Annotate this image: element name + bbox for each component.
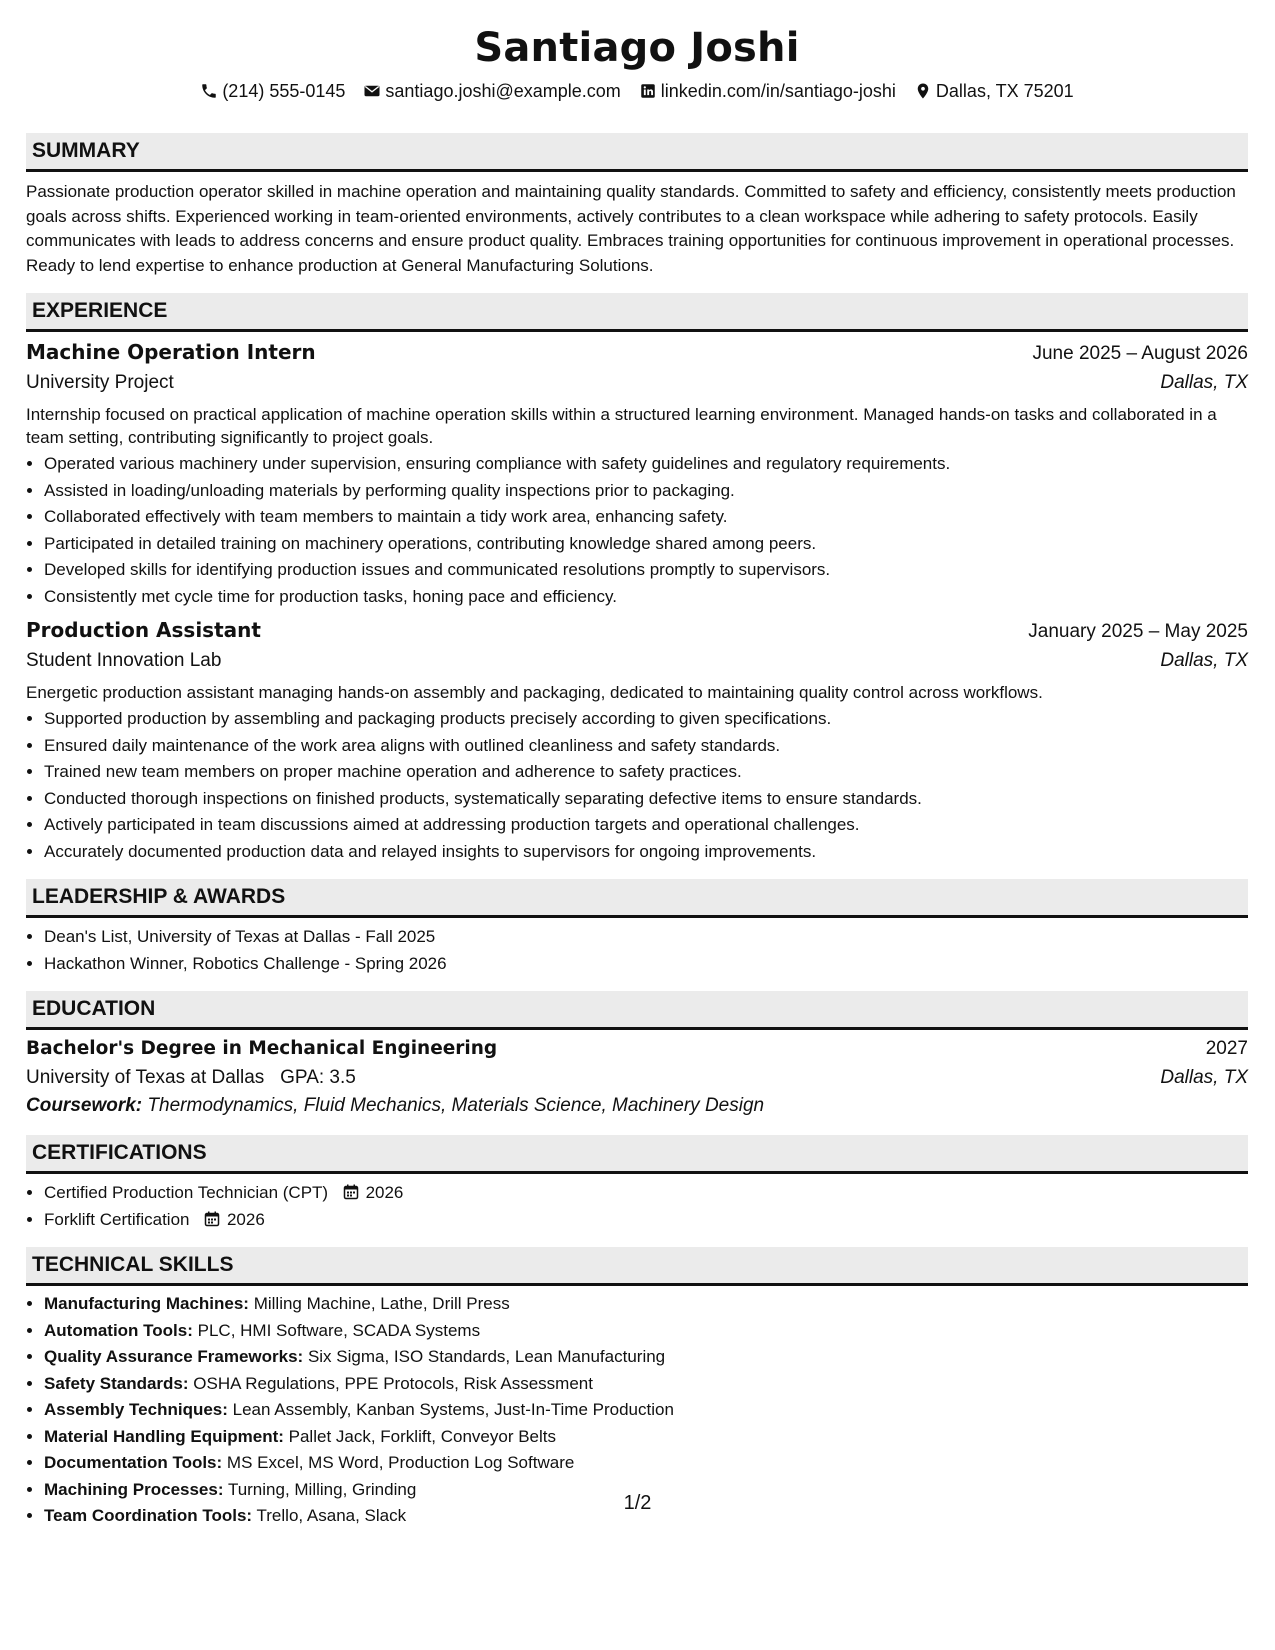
skill-label: Automation Tools:: [44, 1320, 193, 1340]
location-text: Dallas, TX 75201: [935, 81, 1074, 101]
job-description: Energetic production assistant managing hands-on assembly and packaging, dedicated to maintaining quality control across workflows.: [26, 683, 1043, 702]
skill-value: Trello, Asana, Slack: [256, 1506, 407, 1525]
job-bullets: [26, 706, 1248, 865]
phone-text: (214) 555-0145: [222, 81, 346, 101]
section-title-summary: SUMMARY: [26, 133, 1248, 172]
skill-label: Quality Assurance Frameworks:: [44, 1347, 304, 1366]
list-item: • Consistently met cycle time for production tasks, honing pace and efficiency.: [44, 584, 1248, 611]
list-item: [44, 1450, 1248, 1477]
job-title: Machine Operation Intern: [26, 340, 316, 364]
job-dates: June 2025 – August 2026: [1032, 343, 1248, 364]
job-header: [26, 340, 1248, 365]
education-subheader: [26, 1067, 1248, 1089]
school-gpa: [26, 1067, 356, 1089]
skill-value: Lean Assembly, Kanban Systems, Just-In-Time Production: [232, 1400, 674, 1419]
leadership-section: [26, 879, 1248, 977]
contact-bar: [26, 80, 1248, 102]
list-item: • Operated various machinery under supervision, ensuring compliance with safety guidelines and regulatory requirements.: [44, 451, 1248, 478]
contact-phone: [200, 80, 345, 102]
coursework: [26, 1095, 1248, 1117]
envelope-icon: [363, 82, 381, 100]
list-item: [44, 1424, 1248, 1451]
page-number: 1/2: [623, 1492, 652, 1514]
coursework-label: Coursework:: [26, 1095, 143, 1116]
job-header: [26, 618, 1248, 643]
skill-value: Pallet Jack, Forklift, Conveyor Belts: [288, 1426, 557, 1446]
list-item: [44, 1291, 1248, 1318]
degree-title: Bachelor's Degree in Mechanical Engineering: [26, 1038, 498, 1059]
job-location: Dallas, TX: [1160, 650, 1248, 671]
skills-section: [26, 1247, 1248, 1530]
email-link[interactable]: santiago.joshi@example.com: [385, 81, 621, 101]
section-title-leadership: LEADERSHIP & AWARDS: [26, 879, 1248, 918]
calendar-icon: [204, 1211, 220, 1227]
list-item: • Ensured daily maintenance of the work area aligns with outlined cleanliness and safety standards.: [44, 733, 1248, 760]
experience-section: [26, 293, 1248, 865]
skill-value: MS Excel, MS Word, Production Log Software: [226, 1453, 575, 1472]
list-item: • Participated in detailed training on machinery operations, contributing knowledge shared among peers.: [44, 531, 1248, 558]
contact-location: [914, 80, 1074, 102]
list-item: • Accurately documented production data and relayed insights to supervisors for ongoing improvements.: [44, 839, 1248, 866]
summary-section: [26, 133, 1248, 278]
skill-label: Machining Processes:: [44, 1479, 224, 1499]
skill-label: Material Handling Equipment:: [44, 1426, 284, 1446]
education-header: [26, 1038, 1248, 1060]
candidate-name: Santiago Joshi: [474, 25, 800, 71]
contact-email[interactable]: [363, 80, 620, 102]
school-name: University of Texas at Dallas: [26, 1067, 265, 1088]
linkedin-icon: [639, 82, 657, 100]
list-item: • Hackathon Winner, Robotics Challenge - Spring 2026: [44, 951, 1248, 978]
skill-label: Documentation Tools:: [44, 1453, 223, 1472]
resume-page: [26, 22, 1248, 1530]
certification-year: 2026: [226, 1209, 265, 1229]
coursework-list: Thermodynamics, Fluid Mechanics, Materials Science, Machinery Design: [147, 1095, 765, 1116]
skill-value: Six Sigma, ISO Standards, Lean Manufacturing: [307, 1347, 666, 1366]
certification-year: 2026: [365, 1183, 404, 1202]
list-item: [44, 1207, 1248, 1234]
skill-label: Safety Standards:: [44, 1373, 189, 1393]
skill-value: Milling Machine, Lathe, Drill Press: [253, 1294, 510, 1313]
certifications-section: [26, 1135, 1248, 1233]
list-item: • Assisted in loading/unloading materials by performing quality inspections prior to packaging.: [44, 478, 1248, 505]
list-item: • Trained new team members on proper machine operation and adherence to safety practices.: [44, 759, 1248, 786]
skill-value: Turning, Milling, Grinding: [227, 1479, 417, 1499]
list-item: • Dean's List, University of Texas at Dallas - Fall 2025: [44, 924, 1248, 951]
skill-label: Team Coordination Tools:: [44, 1506, 253, 1525]
certification-name: Forklift Certification: [44, 1209, 190, 1229]
list-item: • Collaborated effectively with team members to maintain a tidy work area, enhancing safety.: [44, 504, 1248, 531]
certifications-list: [26, 1180, 1248, 1233]
graduation-year: 2027: [1205, 1038, 1248, 1059]
job-organization: University Project: [26, 372, 174, 393]
skill-label: Assembly Techniques:: [44, 1400, 228, 1419]
skill-value: OSHA Regulations, PPE Protocols, Risk Assessment: [193, 1373, 593, 1393]
section-title-skills: TECHNICAL SKILLS: [26, 1247, 1248, 1286]
job-dates: January 2025 – May 2025: [1028, 621, 1248, 642]
skill-label: Manufacturing Machines:: [44, 1294, 249, 1313]
list-item: • Conducted thorough inspections on finished products, systematically separating defective items to ensure standards.: [44, 786, 1248, 813]
summary-text: Passionate production operator skilled in machine operation and maintaining quality standards. Committed to safety and efficiency, consistently meets production goals across shifts. Experienced working in team-oriented environments, actively contributes to a clean workspace while adhering to safety protocols. Easily communicates with leads to address concerns and ensure product quality. Embraces training opportunities for continuous improvement in operational processes. Ready to lend expertise to enhance production at General Manufacturing Solutions.: [26, 182, 1236, 275]
contact-linkedin[interactable]: [639, 80, 896, 102]
list-item: [44, 1397, 1248, 1424]
section-title-education: EDUCATION: [26, 991, 1248, 1030]
calendar-icon: [343, 1184, 359, 1200]
job-location: Dallas, TX: [1160, 372, 1248, 393]
list-item: [44, 1318, 1248, 1345]
education-section: [26, 991, 1248, 1117]
certification-name: Certified Production Technician (CPT): [44, 1183, 329, 1202]
job-entry: [26, 340, 1248, 610]
gpa: GPA: 3.5: [280, 1067, 356, 1088]
job-title: Production Assistant: [26, 618, 261, 642]
list-item: [44, 1180, 1248, 1207]
list-item: • Actively participated in team discussions aimed at addressing production targets and operational challenges.: [44, 812, 1248, 839]
section-title-certifications: CERTIFICATIONS: [26, 1135, 1248, 1174]
list-item: • Developed skills for identifying production issues and communicated resolutions promptly to supervisors.: [44, 557, 1248, 584]
list-item: • Supported production by assembling and packaging products precisely according to given specifications.: [44, 706, 1248, 733]
job-bullets: [26, 451, 1248, 610]
phone-icon: [200, 82, 218, 100]
skill-value: PLC, HMI Software, SCADA Systems: [197, 1320, 481, 1340]
job-description: Internship focused on practical application of machine operation skills within a structured learning environment. Managed hands-on tasks and collaborated in a team setting, contributing significantly to project goals.: [26, 405, 1217, 447]
awards-list: [26, 924, 1248, 977]
job-organization: Student Innovation Lab: [26, 650, 222, 671]
job-subheader: [26, 372, 1248, 394]
section-title-experience: EXPERIENCE: [26, 293, 1248, 332]
map-pin-icon: [914, 82, 932, 100]
list-item: [44, 1371, 1248, 1398]
job-entry: [26, 618, 1248, 865]
job-subheader: [26, 650, 1248, 672]
linkedin-link[interactable]: linkedin.com/in/santiago-joshi: [660, 81, 896, 101]
school-location: Dallas, TX: [1160, 1067, 1248, 1088]
list-item: [44, 1344, 1248, 1371]
